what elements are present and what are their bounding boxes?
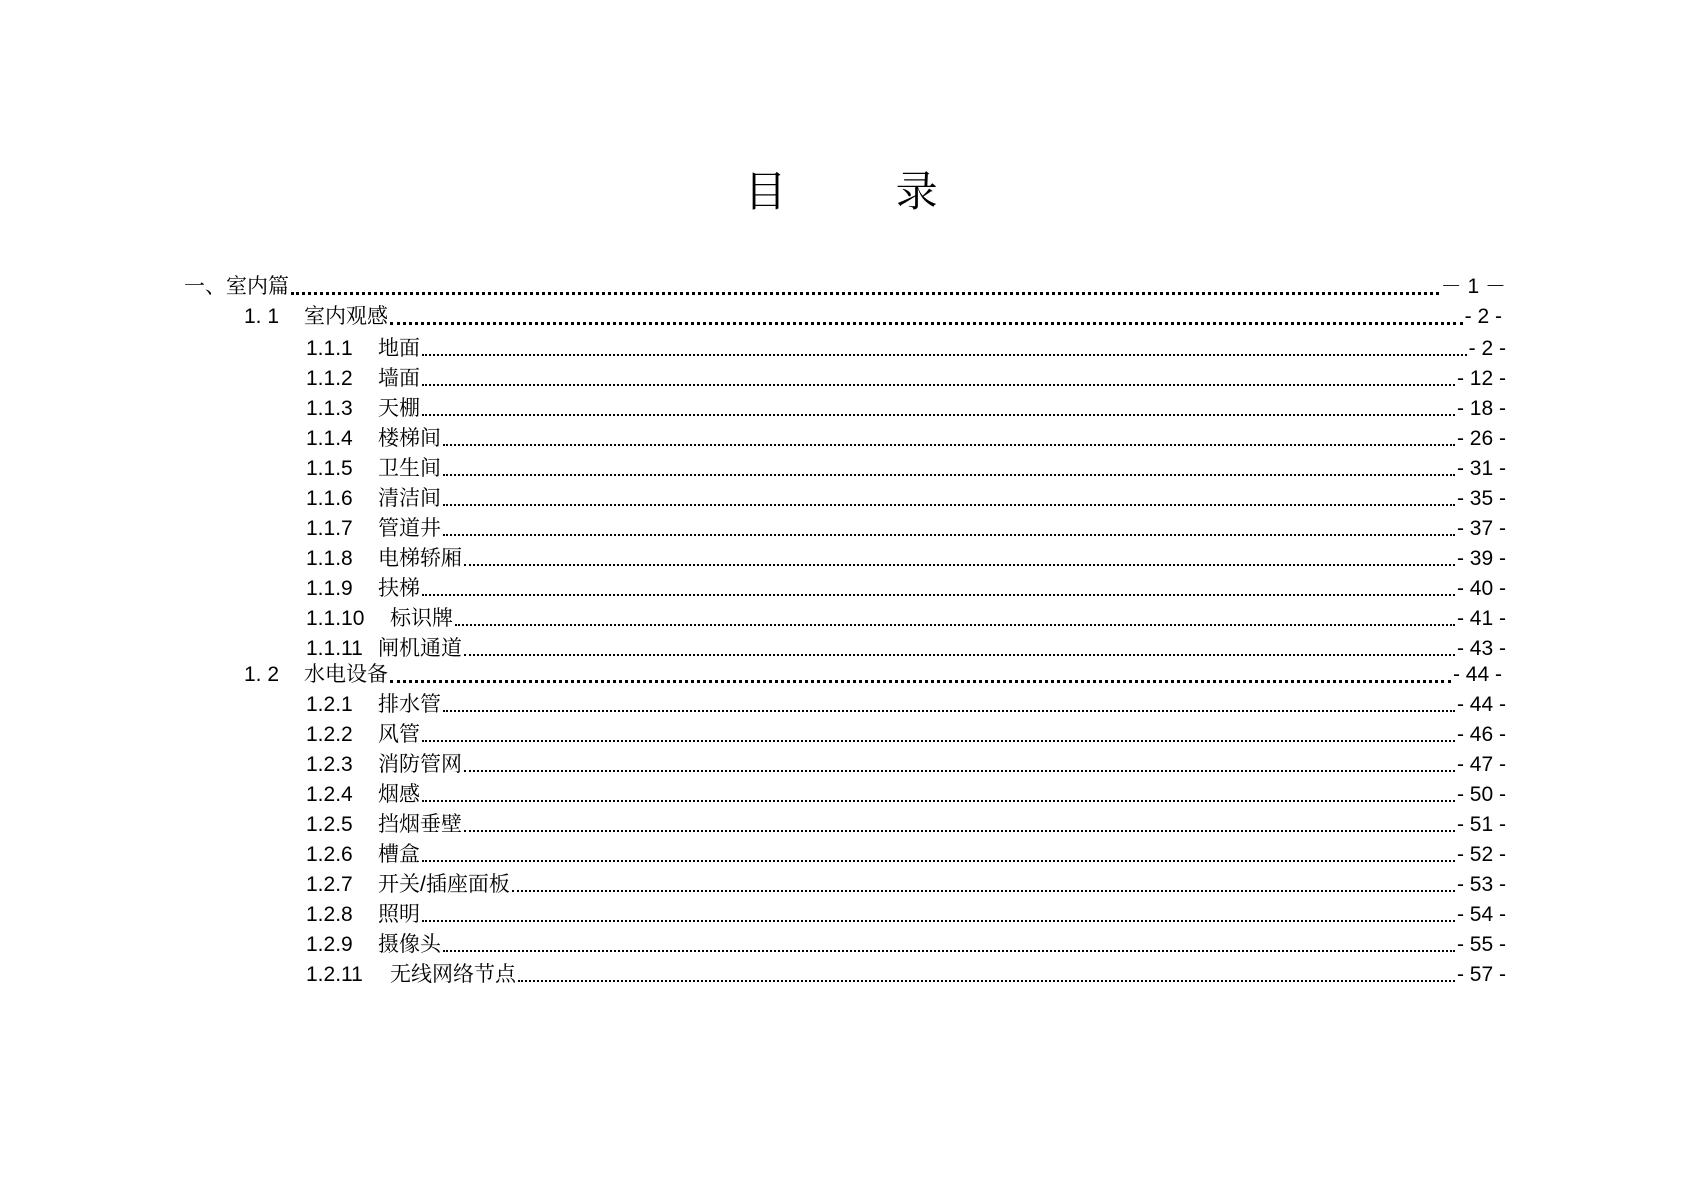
toc-entry-number: 1.1.10 (306, 607, 365, 630)
toc-entry-number: 1.1.3 (306, 397, 353, 420)
dot-leader (443, 930, 1455, 960)
dot-leader (422, 574, 1455, 604)
toc-entry-label: 水电设备 (304, 663, 388, 686)
toc-entry[interactable] (306, 780, 1506, 810)
dot-leader (443, 484, 1455, 514)
toc-entry-number: 1. 1 (244, 305, 280, 328)
dot-leader (512, 870, 1455, 900)
toc-entry-number: 1.2.1 (306, 693, 353, 716)
toc-entry-page-number: - 35 - (1456, 487, 1506, 510)
dot-leader (464, 810, 1455, 840)
dot-leader (455, 604, 1455, 634)
toc-entry[interactable] (306, 690, 1506, 720)
toc-entry-number: 1.1.7 (306, 517, 353, 540)
toc-entry-page-number: - 50 - (1456, 783, 1506, 806)
toc-entry[interactable] (306, 454, 1506, 484)
toc-entry-number: 1.1.9 (306, 577, 353, 600)
toc-entry[interactable] (306, 840, 1506, 870)
toc-entry-page-number: - 51 - (1456, 813, 1506, 836)
toc-entry-label: 槽盒 (378, 843, 420, 866)
toc-entry[interactable] (306, 574, 1506, 604)
toc-entry-label: 管道井 (378, 517, 441, 540)
toc-entry-number: 1.2.11 (306, 963, 363, 986)
toc-entry-label: 墙面 (378, 367, 420, 390)
toc-entry-label: 室内篇 (226, 275, 289, 298)
toc-entry-page-number: - 12 - (1456, 367, 1506, 390)
dot-leader (464, 544, 1455, 574)
toc-entry-number: 1.1.8 (306, 547, 353, 570)
dot-leader (443, 690, 1455, 720)
toc-entry[interactable] (306, 930, 1506, 960)
toc-entry-label: 扶梯 (378, 577, 420, 600)
toc-entry-page-number: - 46 - (1456, 723, 1506, 746)
toc-entry[interactable] (306, 544, 1506, 574)
toc-entry[interactable] (306, 394, 1506, 424)
toc-entry-page-number: - 2 - (1464, 305, 1502, 328)
toc-entry-page-number: - 26 - (1456, 427, 1506, 450)
toc-entry[interactable] (306, 484, 1506, 514)
toc-entry[interactable] (306, 364, 1506, 394)
toc-entry-number: 1.1.6 (306, 487, 353, 510)
toc-entry-page-number: - 57 - (1456, 963, 1506, 986)
dot-leader (390, 660, 1451, 690)
toc-entry-page-number: - 41 - (1456, 607, 1506, 630)
toc-entry[interactable] (306, 750, 1506, 780)
toc-entry[interactable] (306, 900, 1506, 930)
toc-entry-label: 开关/插座面板 (378, 873, 510, 896)
toc-entry[interactable] (184, 272, 1506, 302)
toc-entry[interactable] (306, 424, 1506, 454)
toc-entry-label: 清洁间 (378, 487, 441, 510)
toc-entry[interactable] (306, 334, 1506, 364)
toc-entry-page-number: - 43 - (1456, 637, 1506, 660)
dot-leader (422, 780, 1455, 810)
toc-entry-label: 消防管网 (378, 753, 462, 776)
toc-entry-number: 1.2.8 (306, 903, 353, 926)
toc-entry-label: 摄像头 (378, 933, 441, 956)
dot-leader (518, 960, 1455, 990)
toc-entry-number: 1. 2 (244, 663, 280, 686)
toc-entry-page-number: - 54 - (1456, 903, 1506, 926)
toc-entry-number: 1.2.3 (306, 753, 353, 776)
dot-leader (443, 514, 1455, 544)
dot-leader (464, 750, 1455, 780)
dot-leader (443, 454, 1455, 484)
page-title: 目 录 (744, 167, 986, 216)
dot-leader (291, 272, 1439, 302)
toc-entry-label: 照明 (378, 903, 420, 926)
toc-entry-page-number: - 44 - (1456, 693, 1506, 716)
toc-entry-number: 1.1.11 (306, 637, 363, 660)
toc-entry-number: 1.1.5 (306, 457, 353, 480)
toc-entry-label: 挡烟垂壁 (378, 813, 462, 836)
toc-entry-page-number: - 39 - (1456, 547, 1506, 570)
toc-entry-page-number: - 2 - (1468, 337, 1506, 360)
toc-entry[interactable] (306, 604, 1506, 634)
toc-entry-number: 1.2.6 (306, 843, 353, 866)
toc-entry-number: 1.2.2 (306, 723, 353, 746)
toc-entry-label: 地面 (378, 337, 420, 360)
toc-entry-page-number: - 52 - (1456, 843, 1506, 866)
toc-entry-page-number: - 18 - (1456, 397, 1506, 420)
toc-entry-label: 标识牌 (390, 607, 453, 630)
dot-leader (390, 302, 1463, 332)
dot-leader (422, 364, 1455, 394)
toc-entry-number: 1.1.2 (306, 367, 353, 390)
toc-entry[interactable] (306, 810, 1506, 840)
toc-entry-label: 楼梯间 (378, 427, 441, 450)
toc-entry[interactable] (244, 660, 1502, 690)
toc-entry[interactable] (306, 514, 1506, 544)
toc-entry-page-number: - 53 - (1456, 873, 1506, 896)
toc-entry-number: 1.2.5 (306, 813, 353, 836)
toc-entry-page-number: - 44 - (1452, 663, 1502, 686)
toc-entry-label: 天棚 (378, 397, 420, 420)
toc-entry-label: 室内观感 (304, 305, 388, 328)
toc-entry[interactable] (244, 302, 1502, 332)
toc-entry-page-number: - 47 - (1456, 753, 1506, 776)
dot-leader (422, 900, 1455, 930)
dot-leader (443, 424, 1455, 454)
toc-entry-label: 排水管 (378, 693, 441, 716)
toc-entry-number: 1.2.7 (306, 873, 353, 896)
toc-entry-label: 电梯轿厢 (378, 547, 462, 570)
toc-entry[interactable] (306, 720, 1506, 750)
toc-entry-label: 风管 (378, 723, 420, 746)
toc-entry[interactable] (306, 870, 1506, 900)
toc-entry-label: 闸机通道 (378, 637, 462, 660)
toc-entry-label: 无线网络节点 (390, 963, 516, 986)
dot-leader (422, 840, 1455, 870)
toc-entry-page-number: - 40 - (1456, 577, 1506, 600)
toc-entry-number: 1.2.4 (306, 783, 353, 806)
toc-entry[interactable] (306, 960, 1506, 990)
toc-entry-page-number: － 1 － (1440, 275, 1506, 298)
toc-entry-page-number: - 31 - (1456, 457, 1506, 480)
toc-entry-number: 1.1.4 (306, 427, 353, 450)
toc-entry-page-number: - 55 - (1456, 933, 1506, 956)
dot-leader (422, 720, 1455, 750)
dot-leader (422, 394, 1455, 424)
toc-entry-page-number: - 37 - (1456, 517, 1506, 540)
toc-entry-label: 烟感 (378, 783, 420, 806)
toc-entry-number: 1.1.1 (306, 337, 353, 360)
toc-entry-number: 1.2.9 (306, 933, 353, 956)
dot-leader (422, 334, 1467, 364)
toc-entry-label: 卫生间 (378, 457, 441, 480)
toc-entry-number: 一、 (184, 275, 226, 298)
